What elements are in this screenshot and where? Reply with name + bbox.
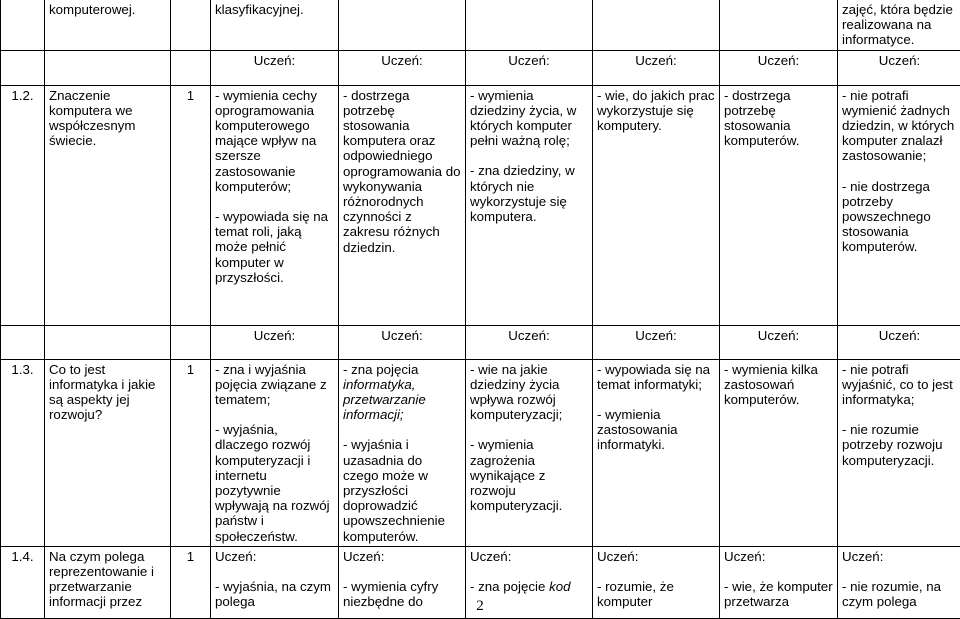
requirement-item (215, 88, 334, 194)
continued-level-cell (339, 0, 466, 50)
learner-label: Uczeń: (470, 549, 588, 564)
requirement-cell (339, 546, 466, 618)
requirement-item (470, 362, 588, 423)
requirement-text: - wymienia kilka zastosowań komputerów. (724, 362, 818, 407)
requirement-cell (593, 359, 720, 546)
requirement-text: - wyjaśnia, dlaczego rozwój komputeryzacji i internetu pozytywnie wpływają na rozwój państw i społeczeństw. (215, 422, 330, 543)
requirement-text: - wymienia dziedziny życia, w których komputer pełni ważną rolę; (470, 88, 576, 149)
lesson-row (1, 359, 960, 546)
learner-label: Uczeń: (215, 549, 334, 564)
requirement-cell (211, 359, 339, 546)
requirement-text: - wymienia cechy oprogramowania komputerowego mające wpływ na szersze zastosowanie komputerów; (215, 88, 317, 194)
requirement-item (215, 209, 334, 285)
requirement-item (470, 163, 588, 224)
requirement-cell (211, 85, 339, 325)
continued-hours-cell (171, 0, 211, 50)
requirement-text: - wie, że komputer przetwarza (724, 579, 833, 609)
spacer-cell (45, 325, 171, 359)
learner-label: Uczeń: (466, 50, 593, 85)
lesson-hours: 1 (171, 546, 211, 618)
requirement-cell (838, 359, 960, 546)
requirement-text: - zna i wyjaśnia pojęcia związane z tematem; (215, 362, 327, 407)
requirement-item (724, 88, 833, 149)
learner-label: Uczeń: (838, 50, 960, 85)
spacer-cell (1, 325, 45, 359)
requirement-cell (339, 359, 466, 546)
learner-label: Uczeń: (466, 325, 593, 359)
learner-label: Uczeń: (593, 325, 720, 359)
requirement-text: - zna dziedziny, w których nie wykorzystuje się komputera. (470, 163, 575, 224)
requirement-item (724, 579, 833, 609)
requirement-item (343, 579, 461, 609)
learner-label: Uczeń: (211, 50, 339, 85)
requirement-text: - wie na jakie dziedziny życia wpływa rozwój komputeryzacji; (470, 362, 562, 423)
continued-level-cell: zajęć, która będzie realizowana na informatyce. (838, 0, 960, 50)
learner-label-row (1, 50, 960, 85)
learner-label: Uczeń: (597, 549, 715, 564)
term-emphasis: kod (549, 579, 570, 594)
requirement-item (343, 437, 461, 543)
continued-row (1, 0, 960, 50)
continued-level-cell (720, 0, 838, 50)
term-emphasis: informatyka, przetwarzanie informacji; (343, 377, 426, 422)
continued-title-cell: komputerowej. (45, 0, 171, 50)
requirement-item (215, 579, 334, 609)
lesson-number: 1.2. (1, 85, 45, 325)
requirement-item (597, 88, 715, 134)
requirement-item (215, 422, 334, 544)
lesson-title: Co to jest informatyka i jakie są aspekty jej rozwoju? (45, 359, 171, 546)
page-number: 2 (470, 598, 490, 615)
lesson-title: Na czym polega reprezentowanie i przetwarzanie informacji przez (45, 546, 171, 618)
lesson-hours: 1 (171, 85, 211, 325)
lesson-number: 1.3. (1, 359, 45, 546)
learner-label: Uczeń: (842, 549, 957, 564)
requirement-text: - dostrzega potrzebę stosowania komputerów. (724, 88, 799, 149)
requirement-text: - wypowiada się na temat roli, jaką może pełnić komputer w przyszłości. (215, 209, 328, 285)
requirement-text: - wymienia zastosowania informatyki. (597, 407, 678, 452)
requirement-text: - rozumie, że komputer (597, 579, 674, 609)
learner-label-row (1, 325, 960, 359)
learner-label: Uczeń: (720, 50, 838, 85)
requirement-text: - nie potrafi wymienić żadnych dziedzin, w których komputer znalazł zastosowanie; (842, 88, 954, 164)
continued-number-cell (1, 0, 45, 50)
requirement-text: - wyjaśnia, na czym polega (215, 579, 331, 609)
requirement-item (470, 437, 588, 513)
lesson-hours: 1 (171, 359, 211, 546)
requirement-cell (720, 359, 838, 546)
learner-label: Uczeń: (720, 325, 838, 359)
requirement-text: - nie rozumie potrzeby rozwoju komputeryzacji. (842, 422, 943, 467)
requirement-cell (838, 85, 960, 325)
requirement-cell (720, 546, 838, 618)
requirement-item (842, 88, 957, 164)
requirement-text: - wymienia zagrożenia wynikające z rozwoju komputeryzacji. (470, 437, 562, 513)
requirement-text: - dostrzega potrzebę stosowania komputera oraz odpowiedniego oprogramowania do wykonywania różnorodnych czynności z zakresu różnych dziedzin. (343, 88, 461, 255)
continued-level-cell (593, 0, 720, 50)
requirement-text: - wie, do jakich prac wykorzystuje się komputery. (597, 88, 715, 133)
lesson-number: 1.4. (1, 546, 45, 618)
learner-label: Uczeń: (211, 325, 339, 359)
requirement-cell (466, 359, 593, 546)
requirement-item (343, 362, 461, 423)
requirement-item (597, 362, 715, 392)
requirement-text: - wyjaśnia i uzasadnia do czego może w przyszłości doprowadzić upowszechnienie komputerów. (343, 437, 445, 543)
requirement-text: - wypowiada się na temat informatyki; (597, 362, 710, 392)
requirement-text: - wymienia cyfry niezbędne do (343, 579, 438, 609)
requirement-cell (593, 546, 720, 618)
learner-label: Uczeń: (838, 325, 960, 359)
requirement-cell (838, 546, 960, 618)
lesson-row (1, 85, 960, 325)
requirement-text: - nie dostrzega potrzeby powszechnego stosowania komputerów. (842, 179, 931, 255)
requirement-text: - nie potrafi wyjaśnić, co to jest informatyka; (842, 362, 953, 407)
requirement-item (842, 362, 957, 408)
requirement-text: - nie rozumie, na czym polega (842, 579, 941, 609)
spacer-cell (171, 325, 211, 359)
spacer-cell (45, 50, 171, 85)
requirement-item (343, 88, 461, 255)
requirement-cell (211, 546, 339, 618)
requirement-item (724, 362, 833, 408)
requirement-item (842, 179, 957, 255)
learner-label: Uczeń: (724, 549, 833, 564)
requirement-cell (339, 85, 466, 325)
requirement-item (597, 407, 715, 453)
learner-label: Uczeń: (339, 325, 466, 359)
continued-level-cell (466, 0, 593, 50)
learner-label: Uczeń: (339, 50, 466, 85)
spacer-cell (1, 50, 45, 85)
continued-level-cell: klasyfikacyjnej. (211, 0, 339, 50)
spacer-cell (171, 50, 211, 85)
requirement-text: - zna pojęcie (470, 579, 549, 594)
requirement-item (215, 362, 334, 408)
learner-label: Uczeń: (593, 50, 720, 85)
lesson-title: Znaczenie komputera we współczesnym świecie. (45, 85, 171, 325)
requirement-item (597, 579, 715, 609)
requirement-cell (593, 85, 720, 325)
requirement-text: - zna pojęcia (343, 362, 418, 377)
requirement-item (842, 579, 957, 609)
requirement-cell (720, 85, 838, 325)
requirement-item (470, 88, 588, 149)
requirement-item (470, 579, 588, 594)
requirement-item (842, 422, 957, 468)
learner-label: Uczeń: (343, 549, 461, 564)
requirement-cell (466, 85, 593, 325)
